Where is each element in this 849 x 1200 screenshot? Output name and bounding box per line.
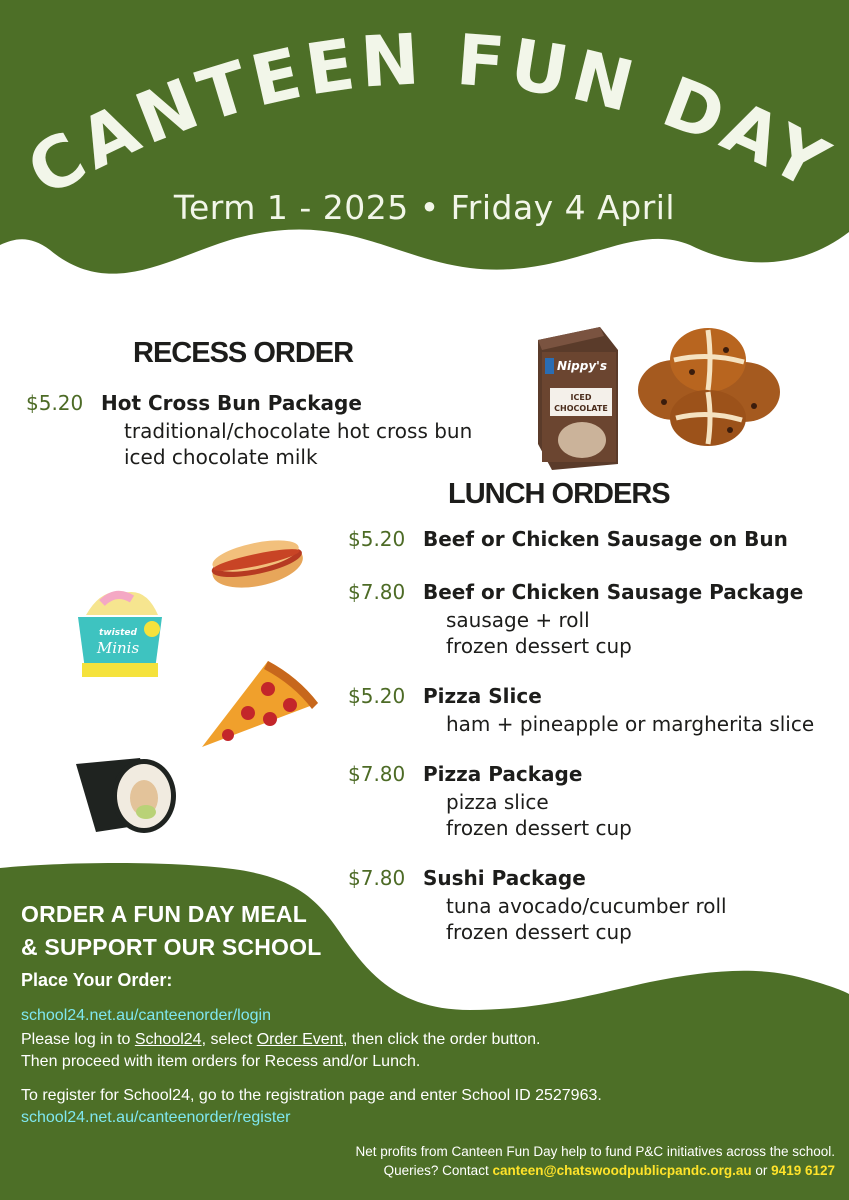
- register-link[interactable]: school24.net.au/canteenorder/register: [21, 1109, 291, 1126]
- cta-line: ORDER A FUN DAY MEAL: [21, 901, 307, 927]
- frozen-dessert-cup-image: [72, 585, 168, 685]
- menu-item-pizza-slice: [348, 683, 814, 737]
- contact-phone[interactable]: 9419 6127: [771, 1163, 835, 1178]
- item-price: $7.80: [348, 866, 406, 890]
- menu-item-sushi-package: [348, 865, 727, 945]
- item-desc: frozen dessert cup: [446, 816, 632, 840]
- instr-text: , select: [201, 1031, 257, 1048]
- item-desc: frozen dessert cup: [446, 634, 632, 658]
- item-name: Pizza Package: [423, 762, 583, 786]
- pizza-slice-image: [198, 655, 322, 751]
- order-cta: [21, 898, 321, 964]
- order-instructions-line-1: [21, 1029, 540, 1050]
- item-name: Sushi Package: [423, 866, 586, 890]
- item-desc: frozen dessert cup: [446, 920, 632, 944]
- queries-contact: [384, 1161, 835, 1180]
- item-name: Beef or Chicken Sausage on Bun: [423, 527, 788, 551]
- order-event-link[interactable]: Order Event: [256, 1031, 343, 1048]
- place-order-heading: Place Your Order:: [21, 970, 173, 990]
- svg-text:CHOCOLATE: CHOCOLATE: [554, 404, 608, 413]
- item-desc: traditional/chocolate hot cross bun: [124, 419, 473, 443]
- instr-text: Please log in to: [21, 1031, 135, 1048]
- item-desc: pizza slice: [446, 790, 549, 814]
- item-desc: ham + pineapple or margherita slice: [446, 712, 815, 736]
- menu-item-pizza-package: [348, 761, 632, 841]
- item-price: $5.20: [348, 527, 406, 551]
- recess-heading: RECESS ORDER: [133, 337, 354, 369]
- register-instructions: To register for School24, go to the registration page and enter School ID 2527963.: [21, 1087, 602, 1104]
- profits-note: Net profits from Canteen Fun Day help to fund P&C initiatives across the school.: [355, 1144, 835, 1159]
- item-price: $5.20: [26, 391, 84, 415]
- event-date-subtitle: Term 1 - 2025 • Friday 4 April: [173, 188, 676, 227]
- svg-text:Minis: Minis: [96, 639, 140, 657]
- school24-link[interactable]: School24: [134, 1031, 202, 1048]
- svg-text:CANTEEN FUN DAY: CANTEEN FUN DAY: [14, 18, 845, 213]
- menu-item-sausage-package: [348, 579, 803, 659]
- order-instructions-line-2: Then proceed with item orders for Recess and/or Lunch.: [21, 1053, 421, 1070]
- instr-text: , then click the order button.: [342, 1031, 541, 1048]
- item-name: Hot Cross Bun Package: [101, 391, 362, 415]
- hot-cross-buns-image: [634, 322, 784, 450]
- menu-item-hot-cross-bun-package: [26, 390, 472, 470]
- login-link[interactable]: school24.net.au/canteenorder/login: [21, 1007, 271, 1024]
- item-desc: sausage + roll: [446, 608, 590, 632]
- svg-text:ICED: ICED: [570, 393, 592, 402]
- item-price: $7.80: [348, 580, 406, 604]
- svg-text:twisted: twisted: [99, 628, 137, 638]
- sushi-roll-image: [70, 752, 178, 838]
- svg-text:Nippy's: Nippy's: [557, 359, 607, 373]
- item-price: $5.20: [348, 684, 406, 708]
- item-name: Pizza Slice: [423, 684, 542, 708]
- queries-label: Queries? Contact: [383, 1163, 493, 1178]
- iced-chocolate-milk-image: [530, 322, 622, 472]
- cta-line: & SUPPORT OUR SCHOOL: [21, 934, 322, 960]
- item-name: Beef or Chicken Sausage Package: [423, 580, 804, 604]
- menu-item-sausage-on-bun: [348, 526, 788, 554]
- queries-or: or: [751, 1163, 772, 1178]
- hot-dog-image: [206, 518, 306, 596]
- item-price: $7.80: [348, 762, 406, 786]
- lunch-heading: LUNCH ORDERS: [448, 478, 670, 510]
- item-desc: tuna avocado/cucumber roll: [446, 894, 727, 918]
- contact-email-link[interactable]: canteen@chatswoodpublicpandc.org.au: [492, 1163, 752, 1178]
- item-desc: iced chocolate milk: [124, 445, 318, 469]
